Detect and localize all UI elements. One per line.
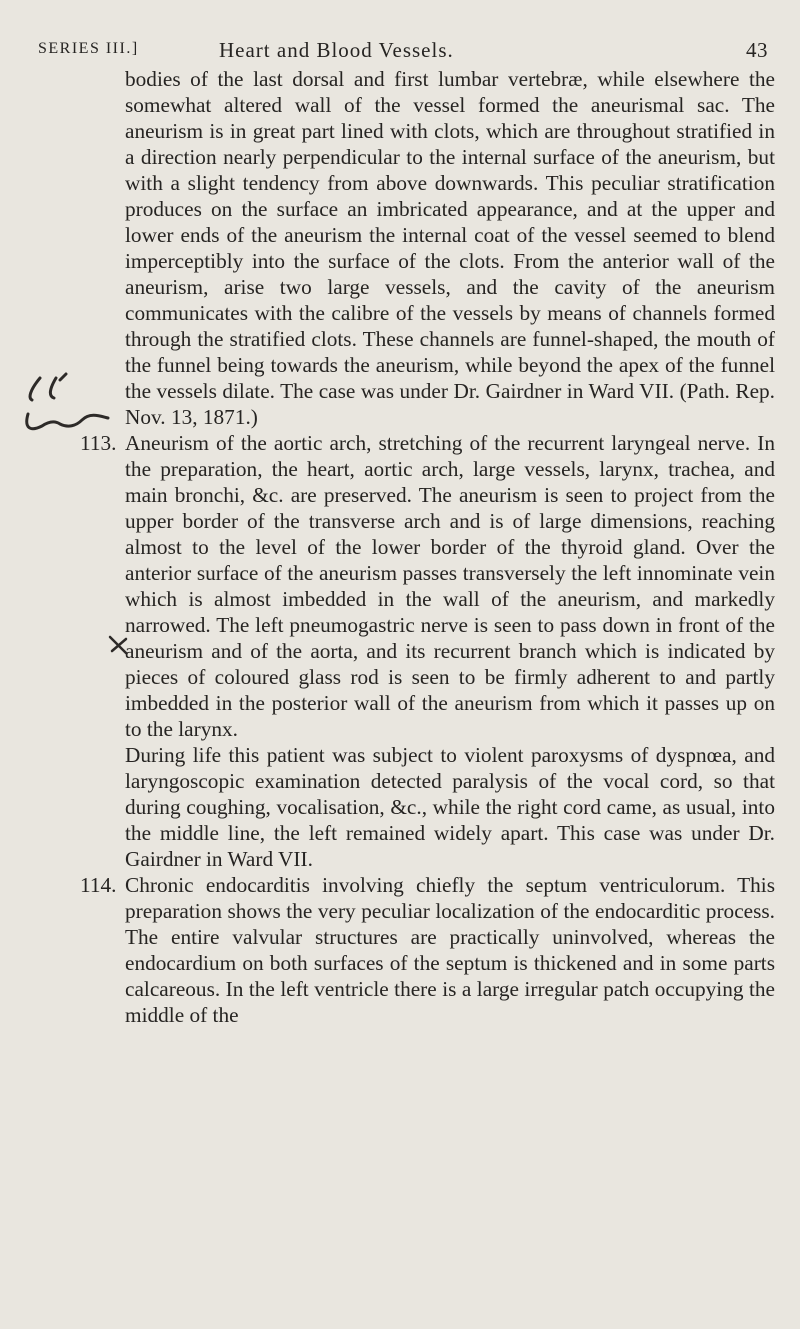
entry-text: Chronic endocarditis involving chiefly the septum ventriculorum. This preparation shows the very peculiar localization of the endocarditic process. The entire valvular structures are practically uninvolved, whereas the endocardium on both surfaces of the septum is thickened and in some parts calcareous. In the left ventricle there is a large irregular patch occupying the middle of the	[125, 873, 775, 1027]
page-number: 43	[746, 38, 768, 62]
paragraph-continued: bodies of the last dorsal and first lumbar vertebræ, while elsewhere the somewhat altered wall of the vessel formed the aneurismal sac. The aneurism is in great part lined with clots, which are throughout stratified in a direction nearly perpendicular to the internal surface of the aneurism, but with a slight tendency from above downwards. This peculiar stratification produces on the surface an imbricated appearance, and at the upper and lower ends of the aneurism the internal coat of the vessel seemed to blend imperceptibly into the surface of the clots. From the anterior wall of the aneurism, arise two large vessels, and the cavity of the aneurism communicates with the calibre of the vessels by means of channels formed through the stratified clots. These channels are funnel-shaped, the mouth of the funnel being towards the aneurism, while beyond the apex of the funnel the vessels dilate. The case was under Dr. Gairdner in Ward VII. (Path. Rep. Nov. 13, 1871.)	[125, 67, 775, 429]
entry-number: 114.	[80, 873, 117, 897]
entry-113-continuation: During life this patient was subject to violent paroxysms of dyspnœa, and laryngoscopic examination detected paralysis of the vocal cord, so that during coughing, vocalisation, &c., while the right cord came, as usual, into the middle line, the left remained widely apart. This case was under Dr. Gairdner in Ward VII.	[125, 743, 775, 871]
series-label: SERIES III.]	[38, 40, 139, 57]
entry-text: Aneurism of the aortic arch, stretching of the recurrent laryngeal nerve. In the preparation, the heart, aortic arch, large vessels, larynx, trachea, and main bronchi, &c. are preserved. The aneurism is seen to project from the upper border of the transverse arch and is of large dimensions, reaching almost to the level of the lower border of the thyroid gland. Over the anterior surface of the aneurism passes transversely the left innominate vein which is almost imbedded in the wall of the aneurism, and markedly narrowed. The left pneumogastric nerve is seen to pass down in front of the aneurism and of the aorta, and its recurrent branch which is indicated by pieces of coloured glass rod is seen to be firmly adherent to and partly imbedded in the posterior wall of the aneurism from which it passes up on to the larynx.	[125, 431, 775, 741]
entry-number: 113.	[80, 431, 117, 455]
entry-113	[80, 430, 775, 742]
entry-114	[80, 872, 775, 1028]
running-title: Heart and Blood Vessels.	[219, 38, 454, 62]
page-body	[80, 66, 775, 1028]
running-header	[38, 38, 768, 68]
